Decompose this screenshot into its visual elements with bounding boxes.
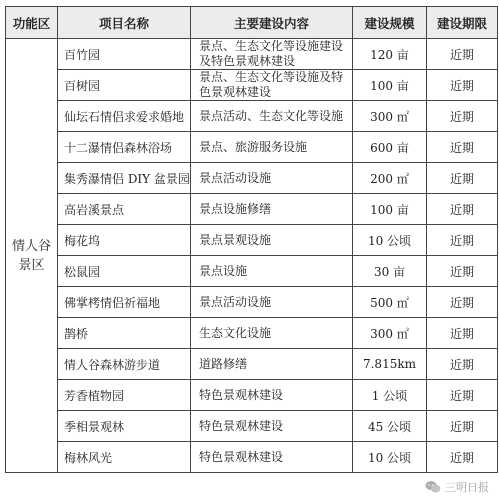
zone-cell [6, 39, 58, 473]
period-cell: 近期 [427, 194, 498, 225]
zone-label-line1: 情人谷 [11, 238, 51, 254]
table-row [6, 70, 498, 101]
table-body [6, 39, 498, 473]
scale-cell: 100 亩 [353, 194, 427, 225]
project-name-cell: 十二瀑情侣森林浴场 [58, 132, 191, 163]
content-cell: 道路修缮 [191, 349, 353, 380]
content-cell: 景点、生态文化等设施及特色景观林建设 [191, 70, 353, 101]
table-row [6, 411, 498, 442]
period-cell: 近期 [427, 442, 498, 473]
content-cell: 景点、生态文化等设施建设及特色景观林建设 [191, 39, 353, 70]
zone-label-line2: 景区 [18, 257, 45, 273]
project-name-cell: 情人谷森林游步道 [58, 349, 191, 380]
project-table [5, 6, 498, 473]
header-scale: 建设规模 [353, 7, 427, 39]
table-row [6, 101, 498, 132]
scale-cell: 10 公顷 [353, 225, 427, 256]
scale-cell: 300 ㎡ [353, 101, 427, 132]
period-cell: 近期 [427, 380, 498, 411]
content-cell: 特色景观林建设 [191, 380, 353, 411]
project-name-cell: 松鼠园 [58, 256, 191, 287]
content-cell: 景点设施修缮 [191, 194, 353, 225]
table-row [6, 194, 498, 225]
period-cell: 近期 [427, 132, 498, 163]
scale-cell: 1 公顷 [353, 380, 427, 411]
content-cell: 景点活动设施 [191, 287, 353, 318]
project-name-cell: 百竹园 [58, 39, 191, 70]
watermark [425, 479, 489, 495]
content-cell: 特色景观林建设 [191, 442, 353, 473]
table-row [6, 225, 498, 256]
period-cell: 近期 [427, 70, 498, 101]
project-name-cell: 佛掌栲情侣祈福地 [58, 287, 191, 318]
table-row [6, 349, 498, 380]
scale-cell: 200 ㎡ [353, 163, 427, 194]
scale-cell: 10 公顷 [353, 442, 427, 473]
header-project-name: 项目名称 [58, 7, 191, 39]
period-cell: 近期 [427, 318, 498, 349]
period-cell: 近期 [427, 225, 498, 256]
watermark-text: 三明日报 [445, 481, 489, 494]
scale-cell: 120 亩 [353, 39, 427, 70]
header-main-content: 主要建设内容 [191, 7, 353, 39]
content-cell: 特色景观林建设 [191, 411, 353, 442]
content-cell: 景点设施 [191, 256, 353, 287]
project-name-cell: 芳香植物园 [58, 380, 191, 411]
content-cell: 景点、旅游服务设施 [191, 132, 353, 163]
period-cell: 近期 [427, 349, 498, 380]
period-cell: 近期 [427, 411, 498, 442]
project-name-cell: 仙坛石情侣求爱求婚地 [58, 101, 191, 132]
period-cell: 近期 [427, 287, 498, 318]
scale-cell: 45 公顷 [353, 411, 427, 442]
project-name-cell: 百树园 [58, 70, 191, 101]
table-header-row [6, 7, 498, 39]
table-row [6, 256, 498, 287]
content-cell: 景点活动、生态文化等设施 [191, 101, 353, 132]
period-cell: 近期 [427, 101, 498, 132]
scale-cell: 500 ㎡ [353, 287, 427, 318]
table-row [6, 442, 498, 473]
project-name-cell: 鹊桥 [58, 318, 191, 349]
scale-cell: 300 ㎡ [353, 318, 427, 349]
table-row [6, 287, 498, 318]
project-name-cell: 高岩溪景点 [58, 194, 191, 225]
content-cell: 景点景观设施 [191, 225, 353, 256]
project-name-cell: 梅花坞 [58, 225, 191, 256]
content-cell: 景点活动设施 [191, 163, 353, 194]
table-row [6, 132, 498, 163]
wechat-icon [425, 480, 441, 494]
project-name-cell: 集秀瀑情侣 DIY 盆景园 [58, 163, 191, 194]
period-cell: 近期 [427, 256, 498, 287]
header-zone: 功能区 [6, 7, 58, 39]
table-row [6, 380, 498, 411]
scale-cell: 30 亩 [353, 256, 427, 287]
table-row [6, 163, 498, 194]
project-name-cell: 梅林风光 [58, 442, 191, 473]
period-cell: 近期 [427, 163, 498, 194]
table-row [6, 318, 498, 349]
scale-cell: 7.815km [353, 349, 427, 380]
period-cell: 近期 [427, 39, 498, 70]
header-period: 建设期限 [427, 7, 498, 39]
project-name-cell: 季相景观林 [58, 411, 191, 442]
scale-cell: 100 亩 [353, 70, 427, 101]
scale-cell: 600 亩 [353, 132, 427, 163]
content-cell: 生态文化设施 [191, 318, 353, 349]
table-row [6, 39, 498, 70]
